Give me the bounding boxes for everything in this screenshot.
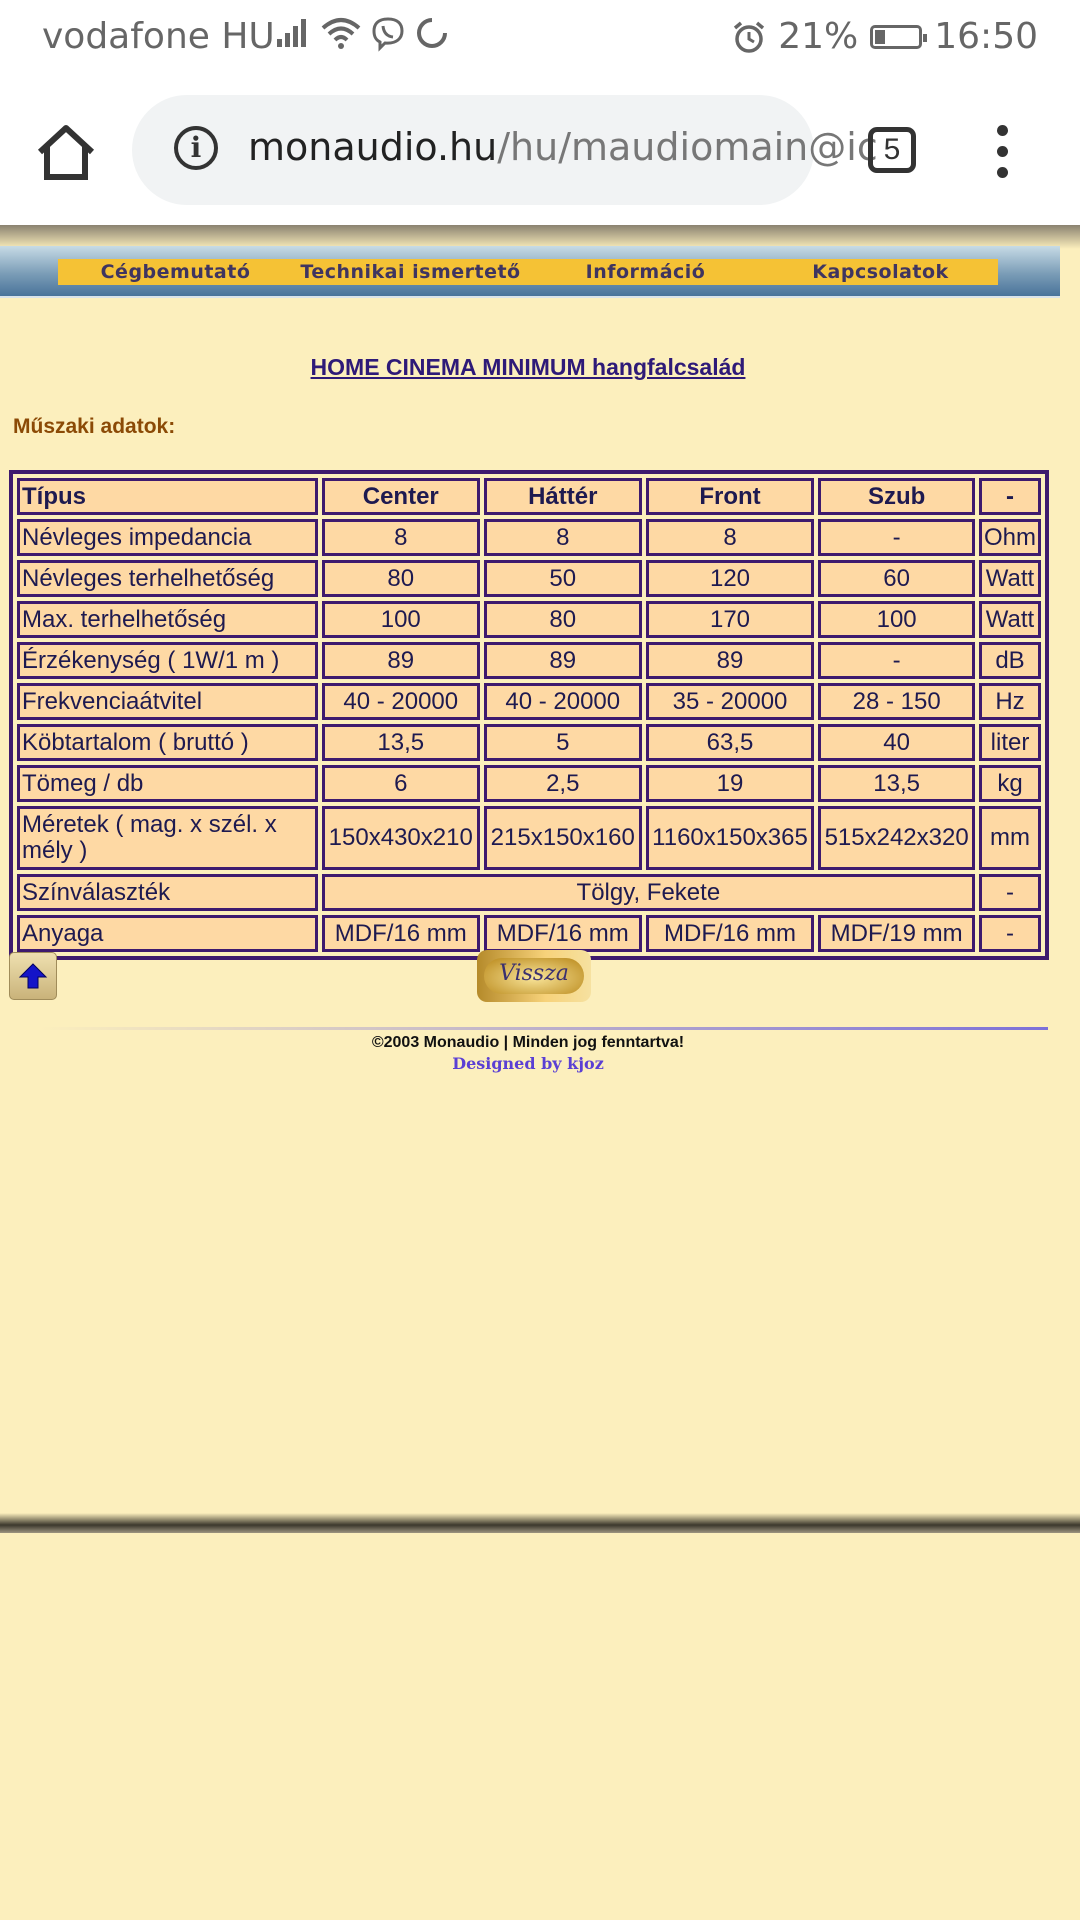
table-cell: MDF/16 mm: [322, 915, 480, 952]
table-cell: Watt: [979, 601, 1041, 638]
row-label: Színválaszték: [17, 874, 318, 911]
table-cell: 5: [484, 724, 642, 761]
table-row: [17, 724, 1041, 761]
back-button-label: Vissza: [499, 961, 569, 986]
table-cell: MDF/19 mm: [818, 915, 975, 952]
row-label: Érzékenység ( 1W/1 m ): [17, 642, 318, 679]
table-cell: 1160x150x365: [646, 806, 815, 870]
status-icons: [275, 16, 449, 50]
table-cell: 515x242x320: [818, 806, 975, 870]
designer-credit[interactable]: Designed by kjoz: [452, 1054, 604, 1073]
table-cell: Watt: [979, 560, 1041, 597]
nav-item-contacts[interactable]: Kapcsolatok: [812, 261, 949, 283]
battery-icon: [870, 25, 922, 49]
table-cell: Ohm: [979, 519, 1041, 556]
nav-item-technical[interactable]: Technikai ismertető: [300, 261, 521, 283]
table-cell: -: [818, 642, 975, 679]
status-right: [732, 16, 1038, 57]
header-cell: Front: [646, 478, 815, 515]
page-bottom-shadow: [0, 1513, 1080, 1533]
table-cell: -: [979, 874, 1041, 911]
url-domain: monaudio.hu: [248, 125, 498, 169]
table-row: [17, 560, 1041, 597]
table-cell: 63,5: [646, 724, 815, 761]
table-cell: 8: [646, 519, 815, 556]
table-cell: 13,5: [322, 724, 480, 761]
specs-table: [9, 470, 1049, 960]
row-label: Névleges terhelhetőség: [17, 560, 318, 597]
table-cell: MDF/16 mm: [484, 915, 642, 952]
viber-icon: [371, 16, 405, 50]
site-nav: [0, 246, 1060, 298]
browser-toolbar: [0, 75, 1080, 225]
table-cell: 50: [484, 560, 642, 597]
header-cell: Háttér: [484, 478, 642, 515]
table-row: [17, 874, 1041, 911]
table-cell: 35 - 20000: [646, 683, 815, 720]
table-cell: 100: [818, 601, 975, 638]
table-row: [17, 642, 1041, 679]
row-label: Anyaga: [17, 915, 318, 952]
table-cell: liter: [979, 724, 1041, 761]
table-cell: 80: [322, 560, 480, 597]
table-cell: 89: [484, 642, 642, 679]
table-row: [17, 519, 1041, 556]
row-label: Köbtartalom ( bruttó ): [17, 724, 318, 761]
table-cell: 120: [646, 560, 815, 597]
header-cell: Szub: [818, 478, 975, 515]
table-cell: 6: [322, 765, 480, 802]
url-text[interactable]: [248, 125, 878, 169]
table-cell: 80: [484, 601, 642, 638]
table-cell: 13,5: [818, 765, 975, 802]
table-header-row: [17, 478, 1041, 515]
table-row: [17, 601, 1041, 638]
row-label: Max. terhelhetőség: [17, 601, 318, 638]
table-row: [17, 683, 1041, 720]
battery-percent: 21%: [778, 16, 859, 57]
footer-divider: [40, 1027, 1048, 1030]
table-cell: Tölgy, Fekete: [322, 874, 975, 911]
more-menu-icon[interactable]: [992, 125, 1012, 179]
signal-icon: [275, 17, 311, 49]
status-bar: [0, 0, 1080, 75]
table-cell: 170: [646, 601, 815, 638]
table-row: [17, 915, 1041, 952]
table-cell: MDF/16 mm: [646, 915, 815, 952]
info-icon[interactable]: i: [174, 126, 218, 170]
header-cell: -: [979, 478, 1041, 515]
table-cell: 89: [322, 642, 480, 679]
table-cell: 40 - 20000: [322, 683, 480, 720]
sync-icon: [415, 16, 449, 50]
scroll-top-button[interactable]: [9, 952, 57, 1000]
back-button[interactable]: [477, 950, 591, 1002]
table-cell: 40: [818, 724, 975, 761]
address-bar[interactable]: [132, 95, 878, 205]
table-cell: 150x430x210: [322, 806, 480, 870]
table-cell: 8: [484, 519, 642, 556]
table-cell: -: [979, 915, 1041, 952]
arrow-up-icon: [19, 963, 47, 989]
copyright: ©2003 Monaudio | Minden jog fenntartva!: [371, 1034, 685, 1051]
table-cell: 28 - 150: [818, 683, 975, 720]
section-label: Műszaki adatok:: [13, 415, 176, 438]
table-cell: -: [818, 519, 975, 556]
table-cell: 19: [646, 765, 815, 802]
wifi-icon: [321, 16, 361, 50]
alarm-icon: [732, 20, 766, 54]
nav-menu: [58, 259, 998, 285]
table-cell: Hz: [979, 683, 1041, 720]
nav-item-company[interactable]: Cégbemutató: [100, 261, 251, 283]
nav-item-information[interactable]: Információ: [585, 261, 706, 283]
table-cell: 40 - 20000: [484, 683, 642, 720]
carrier-name: vodafone HU: [42, 16, 275, 57]
table-cell: 2,5: [484, 765, 642, 802]
table-cell: 215x150x160: [484, 806, 642, 870]
row-label: Tömeg / db: [17, 765, 318, 802]
row-label: Frekvenciaátvitel: [17, 683, 318, 720]
table-cell: 100: [322, 601, 480, 638]
table-cell: 8: [322, 519, 480, 556]
table-cell: 60: [818, 560, 975, 597]
table-row: [17, 765, 1041, 802]
row-label: Névleges impedancia: [17, 519, 318, 556]
table-row: [17, 806, 1041, 870]
url-path: /hu/maudiomain@ic: [497, 125, 878, 169]
page-title[interactable]: HOME CINEMA MINIMUM hangfalcsalád: [310, 354, 746, 380]
table-cell: dB: [979, 642, 1041, 679]
header-cell: Center: [322, 478, 480, 515]
row-label: Méretek ( mag. x szél. x mély ): [17, 806, 318, 870]
tab-switcher-button[interactable]: 5: [868, 127, 916, 173]
table-cell: kg: [979, 765, 1041, 802]
clock: 16:50: [934, 16, 1038, 57]
header-cell: Típus: [17, 478, 318, 515]
table-cell: 89: [646, 642, 815, 679]
table-cell: mm: [979, 806, 1041, 870]
home-icon[interactable]: [34, 122, 98, 182]
